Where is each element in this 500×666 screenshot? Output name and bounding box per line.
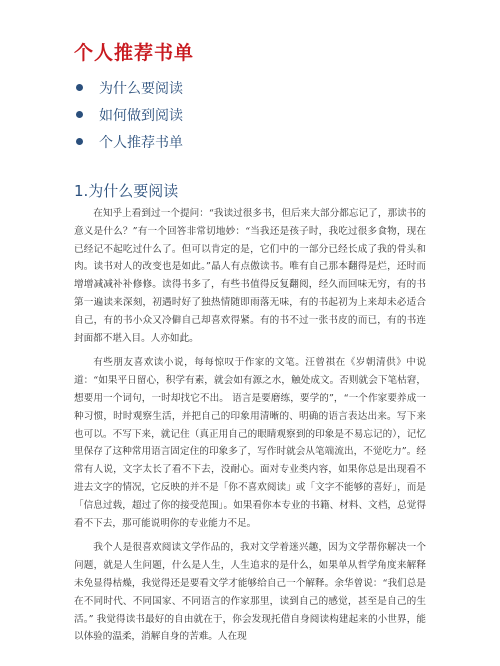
toc-item-label: 个人推荐书单 <box>99 134 183 151</box>
toc-item <box>74 129 183 154</box>
page-title: 个人推荐书单 <box>74 42 195 64</box>
paragraph: 有些朋友喜欢读小说，每每惊叹于作家的文笔。汪曾祺在《岁朝清供》中说道：“如果平日留心，积学有素，就会如有源之水，触处成文。否则就会下笔枯窘，想要用一个词句，一时却找它不出。 语言是要磨练，要学的”，“一个作家要养成一种习惯，时时观察生活，并把自己的印象用清晰的、明确的语言表达出来。写下来也可以。不写下来，就记住（真正用自己的眼睛观察到的印象是不易忘记的），记忆里保存了这种常用语言固定住的印象多了，写作时就会从笔端流出，不觉吃力”。经常有人说，文字太长了看不下去，没耐心。面对专业类内容，如果你总是出现看不进去文字的情况，它反映的并不是「你不喜欢阅读」或「文字不能够的喜好」，而是「信息过载，超过了你的接受范围」。如果看你本专业的书籍、材料、文档，总觉得看不下去，那可能说明你的专业能力不足。 <box>74 357 426 529</box>
body-text <box>74 205 426 653</box>
bullet-icon <box>76 138 83 145</box>
paragraph: 我个人是很喜欢阅读文学作品的，我对文学着迷兴趣，因为文学帮你解决一个问题，就是人生问题，什么是人生，人生追求的是什么，如果单从哲学角度来解释未免显得枯燥，我觉得还是要看文学才能够给自己一个解释。余华曾说：“我们总是在不同时代、不同国家、不同语言的作家那里，读到自己的感觉，甚至是自己的生活。” 我觉得读书最好的自由就在于，你会发现托借自身阅读构建起来的小世界，能以体验的温柔，消解自身的苦难。人在现 <box>74 542 426 643</box>
bullet-icon <box>76 84 83 91</box>
paragraph: 在知乎上看到过一个提问：“我读过很多书，但后来大部分都忘记了，那读书的意义是什么？”有一个回答非常切地妙：“当我还是孩子时，我吃过很多食物，现在已经记不起吃过什么了。但可以肯定的是，它们中的一部分已经长成了我的骨头和肉。读书对人的改变也是如此。”晶人有点傲读书。唯有自己那本翻得是烂，还时而增增减减补补修修。读得书多了，有些书值得反复翻阅，经久而回味无穷，有的书第一遍读来深刻，初遇时好了独热情随即雨落无味，有的书起初为上来却未必适合自己，有的书小众又冷僻自己却喜欢得紧。有的书不过一张书皮的而已，有的书连封面都不堪入目。人亦如此。 <box>74 208 426 344</box>
table-of-contents <box>74 75 183 156</box>
toc-item <box>74 102 183 127</box>
toc-item-label: 如何做到阅读 <box>99 107 183 124</box>
section-heading: 1.为什么要阅读 <box>74 182 179 200</box>
toc-item-label: 为什么要阅读 <box>99 80 183 97</box>
bullet-icon <box>76 111 83 118</box>
toc-item <box>74 75 183 100</box>
